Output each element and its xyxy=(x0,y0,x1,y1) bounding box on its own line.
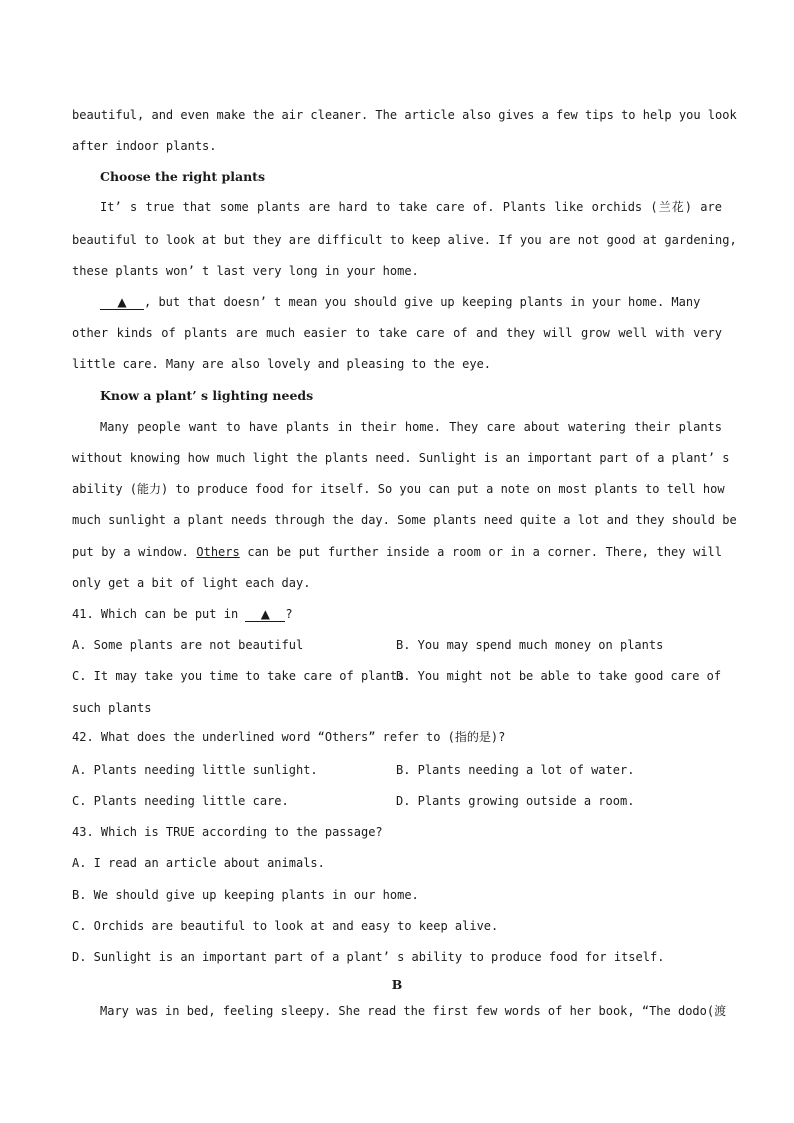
passage-text: can be put further inside a room or in a corner. There, they will xyxy=(239,545,722,559)
option-continuation: such plants xyxy=(72,701,152,715)
section-heading: Choose the right plants xyxy=(100,169,265,184)
underlined-word: Others xyxy=(196,545,240,559)
passage-text: put by a window. xyxy=(72,545,197,559)
passage-line: without knowing how much light the plants need. Sunlight is an important part of a plant’ s xyxy=(72,451,730,465)
passage-line: Mary was in bed, feeling sleepy. She read the first few words of her book, “The dodo(渡 xyxy=(100,1004,727,1018)
passage-line: much sunlight a plant needs through the day. Some plants need quite a lot and they should be xyxy=(72,513,737,527)
blank-marker-icon: ▲ xyxy=(100,295,144,310)
option-d: D. Plants growing outside a room. xyxy=(396,794,635,808)
option-c: C. Orchids are beautiful to look at and easy to keep alive. xyxy=(72,919,499,933)
passage-line: beautiful to look at but they are difficult to keep alive. If you are not good at gardening, xyxy=(72,233,737,247)
options-row xyxy=(72,666,722,686)
section-title: B xyxy=(391,977,403,992)
option-b: B. You may spend much money on plants xyxy=(396,638,664,652)
passage-line xyxy=(72,292,722,312)
passage-line: after indoor plants. xyxy=(72,139,217,153)
passage-line: only get a bit of light each day. xyxy=(72,576,311,590)
options-row xyxy=(72,791,722,811)
option-b: B. We should give up keeping plants in our home. xyxy=(72,888,419,902)
section-heading: Know a plant’ s lighting needs xyxy=(100,388,314,403)
passage-line: Many people want to have plants in their home. They care about watering their plants xyxy=(100,420,722,434)
passage-line: ability (能力) to produce food for itself. So you can put a note on most plants to tell how xyxy=(72,482,725,496)
option-a: A. Some plants are not beautiful xyxy=(72,638,304,652)
option-b: B. Plants needing a lot of water. xyxy=(396,763,635,777)
option-a: A. I read an article about animals. xyxy=(72,856,325,870)
options-row xyxy=(72,760,722,780)
question-stem: 41. Which can be put in xyxy=(72,607,246,621)
blank-marker-icon: ▲ xyxy=(245,607,285,622)
passage-line: beautiful, and even make the air cleaner. The article also gives a few tips to help you look xyxy=(72,108,737,122)
option-c: C. Plants needing little care. xyxy=(72,794,289,808)
options-row xyxy=(72,635,722,655)
question-43: 43. Which is TRUE according to the passage? xyxy=(72,825,383,839)
passage-line: little care. Many are also lovely and pleasing to the eye. xyxy=(72,357,492,371)
passage-line xyxy=(72,542,722,562)
question-41 xyxy=(72,604,722,624)
option-c: C. It may take you time to take care of plants xyxy=(72,669,405,683)
question-stem: ? xyxy=(285,607,293,621)
passage-line: It’ s true that some plants are hard to take care of. Plants like orchids (兰花) are xyxy=(100,200,722,214)
passage-line: these plants won’ t last very long in your home. xyxy=(72,264,419,278)
passage-text: , but that doesn’ t mean you should give up keeping plants in your home. Many xyxy=(144,295,701,309)
passage-line: other kinds of plants are much easier to take care of and they will grow well with very xyxy=(72,326,722,340)
question-42: 42. What does the underlined word “Others” refer to (指的是)? xyxy=(72,730,506,744)
option-a: A. Plants needing little sunlight. xyxy=(72,763,318,777)
option-d: D. You might not be able to take good care of xyxy=(396,669,722,683)
option-d: D. Sunlight is an important part of a plant’ s ability to produce food for itself. xyxy=(72,950,665,964)
